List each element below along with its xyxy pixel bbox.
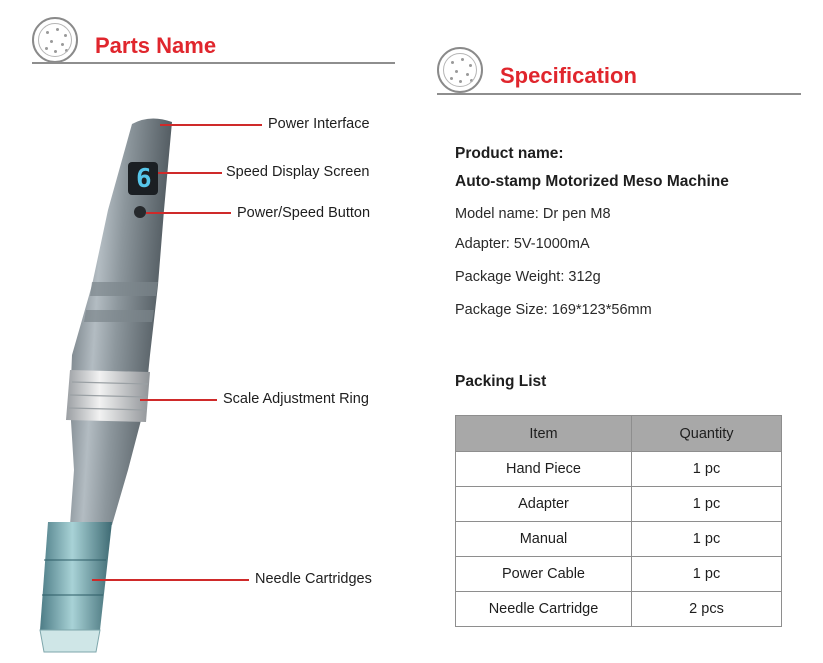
package-weight-line: Package Weight: 312g xyxy=(455,269,601,285)
parts-name-title: Parts Name xyxy=(95,33,217,58)
label-power-interface: Power Interface xyxy=(268,116,370,132)
quantity-cell: 1 pc xyxy=(632,522,782,557)
packing-list-title: Packing List xyxy=(455,373,547,390)
table-header-row xyxy=(456,416,782,452)
quantity-cell: 1 pc xyxy=(632,452,782,487)
quantity-cell: 2 pcs xyxy=(632,592,782,627)
callout-line-speed-display xyxy=(158,172,222,174)
label-needle-cartridges: Needle Cartridges xyxy=(255,571,372,587)
model-name-line: Model name: Dr pen M8 xyxy=(455,206,611,222)
callout-line-power-interface xyxy=(160,124,262,126)
callout-line-needle-cartridges xyxy=(92,579,249,581)
quantity-cell: 1 pc xyxy=(632,557,782,592)
item-cell: Adapter xyxy=(456,487,632,522)
packing-list-table xyxy=(455,415,782,627)
label-speed-display-screen: Speed Display Screen xyxy=(226,164,370,180)
specification-title: Specification xyxy=(500,63,637,88)
table-row xyxy=(456,487,782,522)
table-row xyxy=(456,557,782,592)
quantity-cell: 1 pc xyxy=(632,487,782,522)
table-row xyxy=(456,452,782,487)
label-power-speed-button: Power/Speed Button xyxy=(237,205,371,221)
package-size-line: Package Size: 169*123*56mm xyxy=(455,302,652,318)
item-cell: Needle Cartridge xyxy=(456,592,632,627)
table-row xyxy=(456,522,782,557)
column-header-item: Item xyxy=(456,416,632,452)
product-name-label: Product name: xyxy=(455,145,564,162)
callout-line-scale-ring xyxy=(140,399,217,401)
product-name-value: Auto-stamp Motorized Meso Machine xyxy=(455,173,729,190)
label-scale-adjustment-ring: Scale Adjustment Ring xyxy=(223,391,369,407)
adapter-line: Adapter: 5V-1000mA xyxy=(455,236,590,252)
table-row xyxy=(456,592,782,627)
item-cell: Power Cable xyxy=(456,557,632,592)
column-header-quantity: Quantity xyxy=(632,416,782,452)
item-cell: Hand Piece xyxy=(456,452,632,487)
callout-line-power-button xyxy=(146,212,231,214)
speed-display-digit: 6 xyxy=(136,164,152,194)
item-cell: Manual xyxy=(456,522,632,557)
